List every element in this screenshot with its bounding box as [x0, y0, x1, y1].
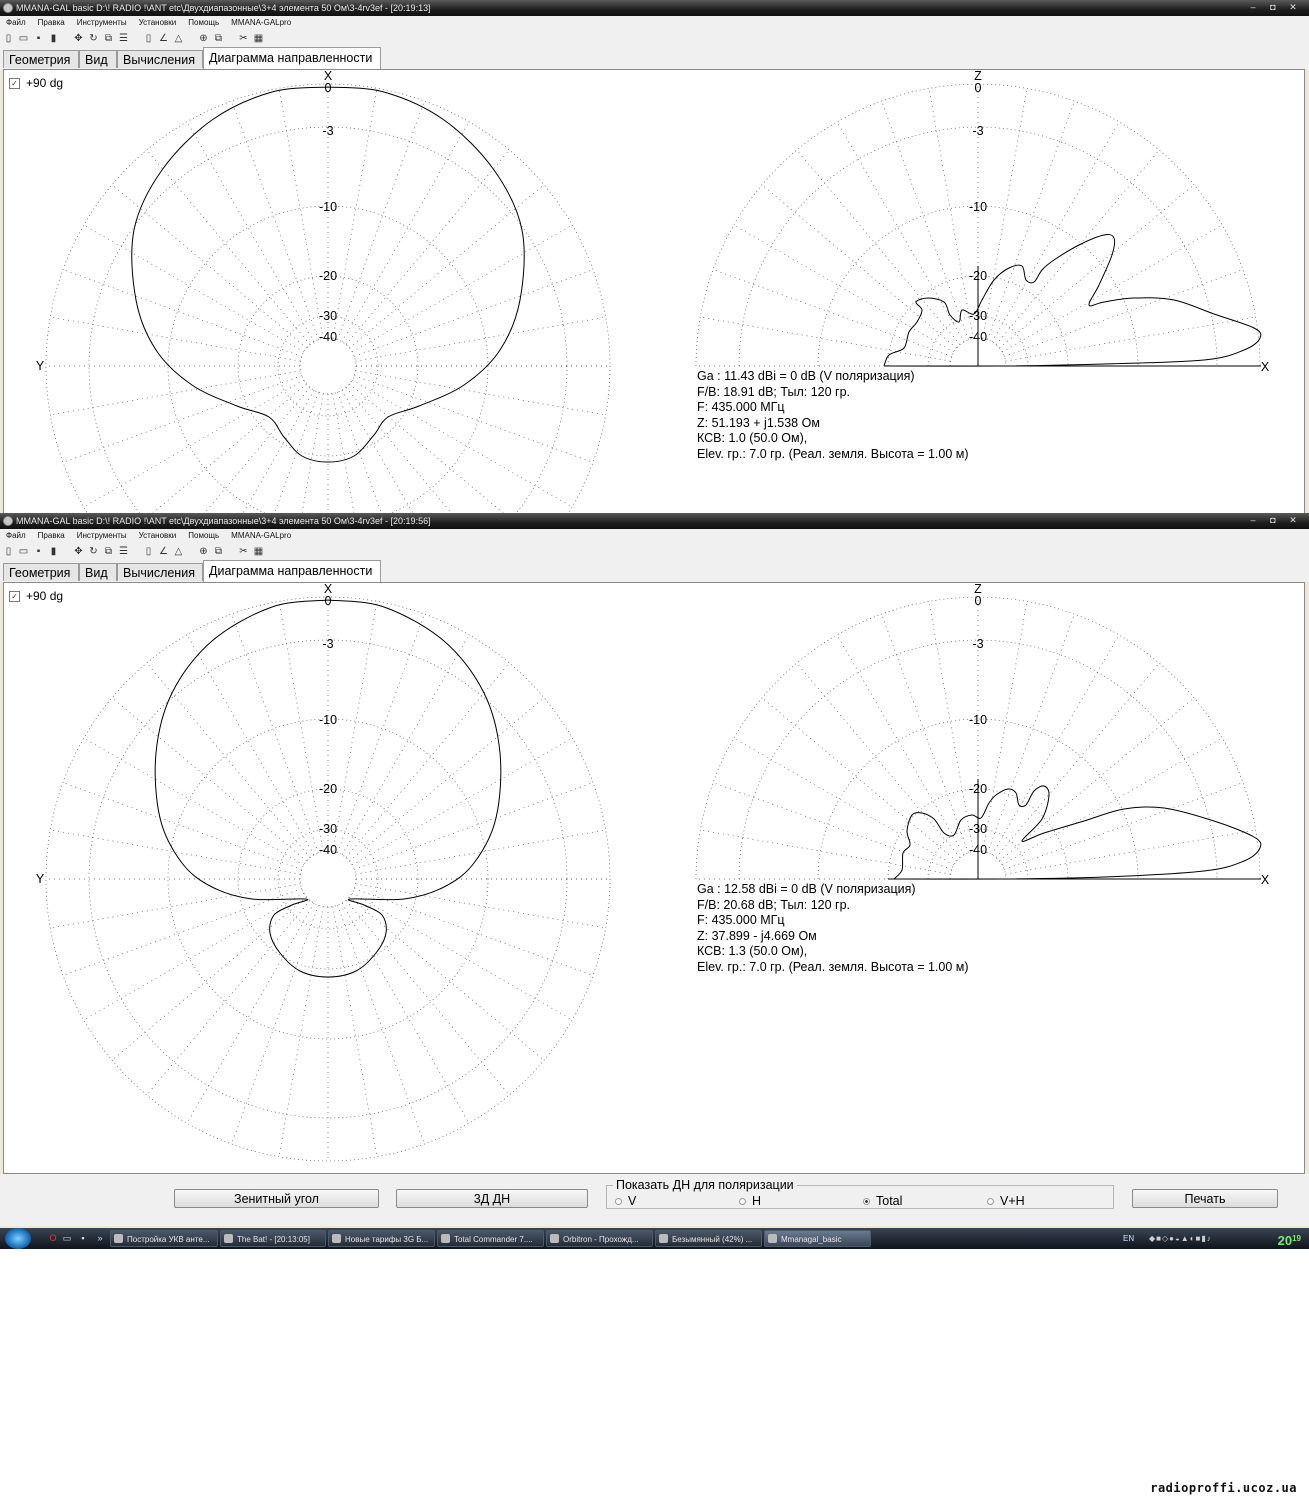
grid-spoke — [356, 317, 606, 361]
app-icon — [3, 3, 13, 13]
grid-spoke — [996, 150, 1159, 345]
window-title: MMANA-GAL basic D:\! RADIO !\ANT etc\Двухдиапазонные\3+4 элемента 50 Ом\3-4rv3ef - [20:19:56] — [16, 516, 431, 526]
ring-label: -40 — [318, 843, 338, 857]
minimize-icon[interactable]: – — [1250, 515, 1256, 525]
ring-label: -10 — [968, 200, 988, 214]
grid-spoke — [837, 635, 964, 855]
grid-spoke — [338, 392, 425, 515]
menu-help[interactable]: Помощь — [188, 18, 220, 27]
ring-label: -20 — [968, 782, 988, 796]
ring-label: -3 — [322, 124, 334, 138]
menu-bar — [0, 529, 1309, 543]
info-block — [697, 882, 969, 976]
ring-label: 0 — [974, 594, 982, 608]
grid-spoke — [342, 390, 469, 515]
pattern-panel — [3, 582, 1305, 1174]
chart-icon[interactable]: ∠ — [159, 33, 168, 44]
polarization-group — [606, 1178, 1114, 1209]
axis-label-z: Z — [974, 583, 982, 596]
grid-spoke — [232, 392, 319, 515]
info-fb: F/B: 18.91 dB; Тыл: 120 гр. — [697, 384, 851, 399]
task-label: Orbitron - Прохожд... — [563, 1235, 639, 1244]
grid-spoke — [797, 150, 960, 345]
task-item[interactable] — [328, 1230, 435, 1247]
grid-spoke — [232, 905, 319, 1144]
elevation-checkbox[interactable] — [9, 589, 63, 603]
grid-spoke — [356, 830, 606, 874]
title-bar[interactable] — [0, 0, 1309, 16]
title-bar[interactable] — [0, 513, 1309, 529]
grid-spoke — [147, 150, 310, 345]
grid-spoke — [232, 614, 319, 853]
radio-h-label: H — [752, 1194, 762, 1208]
checkbox-label: +90 dg — [26, 589, 64, 603]
toolbar — [0, 543, 1309, 560]
check-icon: ✓ — [9, 591, 20, 602]
grid-spoke — [187, 635, 314, 855]
info-freq: F: 435.000 МГц — [697, 400, 785, 415]
grid-spoke — [338, 905, 425, 1144]
grid-spoke — [700, 830, 950, 874]
grid-spoke — [346, 387, 509, 515]
app-icon — [3, 516, 13, 526]
tab-calculations[interactable]: Вычисления — [117, 50, 203, 68]
maximize-icon[interactable]: ◘ — [1270, 2, 1276, 12]
task-app-icon — [224, 1234, 233, 1243]
grid-spoke — [734, 738, 954, 865]
grid-spoke — [112, 185, 307, 348]
task-label: Mmanagal_basic — [781, 1235, 842, 1244]
grid-spoke — [762, 185, 957, 348]
grid-spoke — [84, 893, 304, 1020]
ring-label: -30 — [318, 822, 338, 836]
polarization-label: Показать ДН для поляризации — [613, 1178, 797, 1192]
save-icon[interactable]: ▪ — [36, 546, 41, 557]
tab-calculations[interactable]: Вычисления — [117, 563, 203, 581]
info-block — [697, 369, 969, 463]
menu-bar — [0, 16, 1309, 30]
grid-spoke — [996, 663, 1159, 858]
task-item[interactable] — [110, 1230, 218, 1247]
axis-label-x: X — [323, 583, 333, 596]
grid-spoke — [84, 380, 304, 507]
grid-spoke — [346, 663, 509, 858]
task-app-icon — [768, 1234, 777, 1243]
ring-label: -10 — [318, 200, 338, 214]
radio-total-label: Total — [876, 1194, 903, 1208]
pattern-plot — [4, 583, 1305, 1174]
open-folder-icon[interactable]: ▭ — [18, 546, 29, 557]
task-label: Новые тарифы 3G Б... — [345, 1235, 429, 1244]
grid-spoke — [1006, 830, 1256, 874]
tab-geometry[interactable]: Геометрия — [3, 563, 79, 581]
grid-spoke — [50, 371, 300, 415]
grid-spoke — [1006, 317, 1256, 361]
more-icon[interactable]: » — [97, 1233, 103, 1243]
grid-spoke — [734, 225, 954, 352]
task-app-icon — [441, 1234, 450, 1243]
menu-settings[interactable]: Установки — [138, 18, 177, 27]
grid-spoke — [1004, 783, 1243, 870]
tab-geometry[interactable]: Геометрия — [3, 50, 79, 68]
tabs — [0, 47, 1309, 69]
grid-spoke — [999, 185, 1194, 348]
rotate-icon[interactable]: ↻ — [89, 33, 98, 44]
ring-label: -20 — [318, 782, 338, 796]
copy-wire-icon[interactable]: ⧉ — [104, 546, 113, 557]
info-elev: Elev. гр.: 7.0 гр. (Реал. земля. Высота = 1.00 м) — [697, 446, 969, 461]
grid-spoke — [50, 830, 300, 874]
task-app-icon — [550, 1234, 559, 1243]
tab-pattern[interactable]: Диаграмма направленности — [203, 560, 381, 582]
grid-spoke — [988, 101, 1075, 340]
duplicate-icon[interactable]: ⧉ — [214, 546, 223, 557]
info-fb: F/B: 20.68 dB; Тыл: 120 гр. — [697, 897, 851, 912]
grid-spoke — [356, 371, 606, 415]
toolbar — [0, 30, 1309, 47]
grid-spoke — [349, 698, 544, 861]
grid-ring — [89, 640, 567, 1118]
watermark: radioproffi.ucoz.ua — [1150, 1481, 1297, 1495]
ring-label: 0 — [324, 594, 332, 608]
grid-spoke — [346, 150, 509, 345]
grid-spoke — [112, 698, 307, 861]
taskbar — [0, 1228, 1309, 1249]
radio-v-label: V — [628, 1194, 637, 1208]
tools-icon[interactable]: ✂ — [239, 33, 248, 44]
minimize-icon[interactable]: – — [1250, 2, 1256, 12]
menu-edit[interactable]: Правка — [37, 18, 65, 27]
grid-spoke — [762, 698, 957, 861]
grid-spoke — [112, 897, 307, 1060]
duplicate-icon[interactable]: ⧉ — [214, 33, 223, 44]
grid-spoke — [147, 663, 310, 858]
grid-ring — [46, 84, 610, 515]
target-icon[interactable]: ⊕ — [199, 33, 208, 44]
grid-spoke — [1004, 270, 1243, 357]
grid-spoke — [983, 88, 1027, 338]
grid-spoke — [84, 738, 304, 865]
window-2 — [0, 513, 1309, 1228]
grid-spoke — [929, 88, 973, 338]
menu-file[interactable]: Файл — [6, 18, 26, 27]
grid-ring — [300, 338, 356, 394]
radio-vh[interactable] — [987, 1194, 1025, 1208]
task-app-icon — [114, 1234, 123, 1243]
grid-spoke — [929, 601, 973, 851]
language-indicator[interactable]: EN — [1123, 1234, 1135, 1243]
task-item[interactable] — [546, 1230, 653, 1247]
close-icon[interactable]: ✕ — [1289, 2, 1297, 12]
info-impedance: Z: 37.899 - j4.669 Ом — [697, 928, 817, 943]
grid-spoke — [837, 122, 964, 342]
axis-label-y: Y — [35, 359, 45, 373]
grid-spoke — [346, 900, 509, 1095]
ring-label: -40 — [318, 330, 338, 344]
radio-dot-icon — [739, 1198, 746, 1205]
grid-spoke — [50, 884, 300, 928]
grid-spoke — [338, 614, 425, 853]
info-gain: Ga : 11.43 dBi = 0 dB (V поляризация) — [697, 369, 915, 383]
clock-minutes: 19 — [1292, 1234, 1301, 1243]
task-label: The Bat! - [20:13:05] — [237, 1235, 310, 1244]
tools-icon[interactable]: ✂ — [239, 546, 248, 557]
grid-spoke — [112, 384, 307, 515]
grid-spoke — [63, 376, 302, 463]
grid-ring — [300, 851, 356, 907]
info-freq: F: 435.000 МГц — [697, 913, 785, 928]
pattern-panel — [3, 69, 1305, 515]
grid-spoke — [342, 122, 469, 342]
new-file-icon[interactable]: ▯ — [5, 546, 12, 557]
grid-spoke — [797, 663, 960, 858]
ring-label: -3 — [972, 637, 984, 651]
vertical-pattern-curve — [884, 234, 1261, 366]
grid-spoke — [356, 884, 606, 928]
chart-icon[interactable]: ∠ — [159, 546, 168, 557]
maximize-icon[interactable]: ◘ — [1270, 515, 1276, 525]
save-icon[interactable]: ▪ — [36, 33, 41, 44]
page-icon[interactable]: ▯ — [145, 546, 152, 557]
checkbox-label: +90 dg — [26, 76, 64, 90]
task-app-icon — [659, 1234, 668, 1243]
page-icon[interactable]: ▯ — [145, 33, 152, 44]
grid-spoke — [63, 270, 302, 357]
menu-file[interactable]: Файл — [6, 531, 26, 540]
grid-spoke — [342, 903, 469, 1123]
grid-spoke — [1002, 738, 1222, 865]
grid-spoke — [333, 88, 377, 338]
radio-dot-icon — [615, 1198, 622, 1205]
grid-spoke — [988, 614, 1075, 853]
clipboard-icon[interactable]: ▮ — [50, 33, 57, 44]
new-file-icon[interactable]: ▯ — [5, 33, 12, 44]
grid-spoke — [882, 614, 969, 853]
task-app-icon — [332, 1234, 341, 1243]
grid-ring — [46, 597, 610, 1161]
axis-label-y: Y — [35, 872, 45, 886]
desktop-icon[interactable]: ▭ — [62, 1233, 72, 1243]
clipboard-icon[interactable]: ▮ — [50, 546, 57, 557]
ring-label: -30 — [318, 309, 338, 323]
check-icon: ✓ — [9, 78, 20, 89]
task-item[interactable] — [220, 1230, 326, 1247]
move-icon[interactable]: ✥ — [74, 33, 83, 44]
ring-label: -20 — [968, 269, 988, 283]
grid-spoke — [333, 907, 377, 1157]
grid-spoke — [342, 635, 469, 855]
grid-spoke — [279, 907, 323, 1157]
ring-label: -20 — [318, 269, 338, 283]
grid-spoke — [279, 88, 323, 338]
start-button[interactable] — [5, 1228, 31, 1249]
grid-spoke — [1002, 225, 1222, 352]
ring-label: -10 — [968, 713, 988, 727]
ring-label: -40 — [968, 843, 988, 857]
axis-label-x: X — [1260, 360, 1270, 374]
grid-spoke — [352, 893, 572, 1020]
menu-tools[interactable]: Инструменты — [76, 18, 127, 27]
close-icon[interactable]: ✕ — [1289, 515, 1297, 525]
info-gain: Ga : 12.58 dBi = 0 dB (V поляризация) — [697, 882, 916, 896]
grid-spoke — [999, 698, 1194, 861]
grid-spoke — [882, 101, 969, 340]
tab-pattern[interactable]: Диаграмма направленности — [203, 47, 381, 69]
calculator-icon[interactable]: ▦ — [253, 33, 264, 44]
tray-icons[interactable]: ◆■◇●◒▲◐■▮♪ — [1149, 1234, 1212, 1243]
copy-wire-icon[interactable]: ⧉ — [104, 33, 113, 44]
info-elev: Elev. гр.: 7.0 гр. (Реал. земля. Высота = 1.00 м) — [697, 959, 969, 974]
ring-label: -40 — [968, 330, 988, 344]
calculator-icon[interactable]: ▦ — [253, 546, 264, 557]
zenith-angle-button[interactable]: Зенитный угол — [174, 1189, 379, 1208]
grid-spoke — [713, 783, 952, 870]
grid-spoke — [147, 387, 310, 515]
grid-spoke — [333, 394, 377, 515]
grid-spoke — [232, 101, 319, 340]
triangle-icon[interactable]: △ — [174, 546, 183, 557]
print-button[interactable]: Печать — [1132, 1189, 1278, 1208]
opera-icon[interactable]: O — [49, 1233, 57, 1243]
radio-dot-selected-icon — [863, 1198, 870, 1205]
grid-spoke — [50, 317, 300, 361]
task-item[interactable] — [655, 1230, 762, 1247]
radio-v[interactable] — [615, 1194, 636, 1208]
task-item-active[interactable] — [764, 1230, 871, 1247]
table-icon[interactable]: ☰ — [119, 546, 128, 557]
explorer-icon[interactable]: ▪ — [81, 1233, 85, 1243]
task-item[interactable] — [437, 1230, 544, 1247]
menu-edit[interactable]: Правка — [37, 531, 65, 540]
tab-view[interactable]: Вид — [79, 563, 117, 581]
table-icon[interactable]: ☰ — [119, 33, 128, 44]
rotate-icon[interactable]: ↻ — [89, 546, 98, 557]
tab-view[interactable]: Вид — [79, 50, 117, 68]
ring-label: 0 — [974, 81, 982, 95]
radio-dot-icon — [987, 1198, 994, 1205]
target-icon[interactable]: ⊕ — [199, 546, 208, 557]
pattern-plot — [4, 70, 1305, 515]
ring-label: -3 — [322, 637, 334, 651]
task-label: Total Commander 7.... — [454, 1235, 533, 1244]
grid-spoke — [352, 225, 572, 352]
ring-label: 0 — [324, 81, 332, 95]
triangle-icon[interactable]: △ — [174, 33, 183, 44]
vertical-pattern-curve — [894, 786, 1261, 879]
clock[interactable] — [1278, 1229, 1301, 1250]
menu-tools[interactable]: Инструменты — [76, 531, 127, 540]
grid-spoke — [354, 783, 593, 870]
ring-label: -30 — [968, 309, 988, 323]
clock-hours: 20 — [1277, 1233, 1293, 1248]
grid-spoke — [354, 270, 593, 357]
grid-spoke — [700, 317, 950, 361]
grid-spoke — [992, 635, 1119, 855]
grid-spoke — [338, 101, 425, 340]
info-swr: КСВ: 1.3 (50.0 Ом), — [697, 944, 808, 959]
menu-pro[interactable]: MMANA-GALpro — [231, 18, 292, 27]
info-impedance: Z: 51.193 + j1.538 Ом — [697, 415, 820, 430]
task-label: Безымянный (42%) ... — [672, 1235, 753, 1244]
menu-pro[interactable]: MMANA-GALpro — [231, 531, 292, 540]
grid-spoke — [349, 384, 544, 515]
ring-label: -30 — [968, 822, 988, 836]
grid-spoke — [333, 601, 377, 851]
radio-vh-label: V+H — [1000, 1194, 1025, 1208]
axis-label-z: Z — [974, 70, 982, 83]
grid-spoke — [352, 738, 572, 865]
grid-ring — [168, 719, 488, 1039]
grid-spoke — [349, 897, 544, 1060]
menu-settings[interactable]: Установки — [138, 531, 177, 540]
radio-h[interactable] — [739, 1194, 761, 1208]
menu-help[interactable]: Помощь — [188, 531, 220, 540]
grid-spoke — [354, 376, 593, 463]
grid-spoke — [992, 122, 1119, 342]
ring-label: -3 — [972, 124, 984, 138]
grid-spoke — [187, 122, 314, 342]
grid-spoke — [279, 601, 323, 851]
open-folder-icon[interactable]: ▭ — [18, 33, 29, 44]
grid-spoke — [983, 601, 1027, 851]
window-1 — [0, 0, 1309, 515]
tabs — [0, 560, 1309, 582]
grid-spoke — [63, 889, 302, 976]
info-swr: КСВ: 1.0 (50.0 Ом), — [697, 431, 808, 446]
grid-spoke — [352, 380, 572, 507]
grid-spoke — [279, 394, 323, 515]
system-tray — [1119, 1228, 1309, 1249]
move-icon[interactable]: ✥ — [74, 546, 83, 557]
task-label: Постройка УКВ анте... — [127, 1235, 210, 1244]
elevation-checkbox[interactable] — [9, 76, 63, 90]
axis-label-x: X — [1260, 873, 1270, 887]
pattern-3d-button[interactable]: 3Д ДН — [396, 1189, 588, 1208]
grid-spoke — [713, 270, 952, 357]
grid-spoke — [354, 889, 593, 976]
grid-spoke — [84, 225, 304, 352]
grid-spoke — [187, 903, 314, 1123]
grid-spoke — [147, 900, 310, 1095]
grid-spoke — [63, 783, 302, 870]
radio-total[interactable] — [863, 1194, 902, 1208]
bottom-controls — [0, 1174, 1309, 1226]
grid-spoke — [187, 390, 314, 515]
grid-spoke — [349, 185, 544, 348]
axis-label-x: X — [323, 70, 333, 83]
ring-label: -10 — [318, 713, 338, 727]
window-title: MMANA-GAL basic D:\! RADIO !\ANT etc\Двухдиапазонные\3+4 элемента 50 Ом\3-4rv3ef - [20:19:13] — [16, 3, 431, 13]
